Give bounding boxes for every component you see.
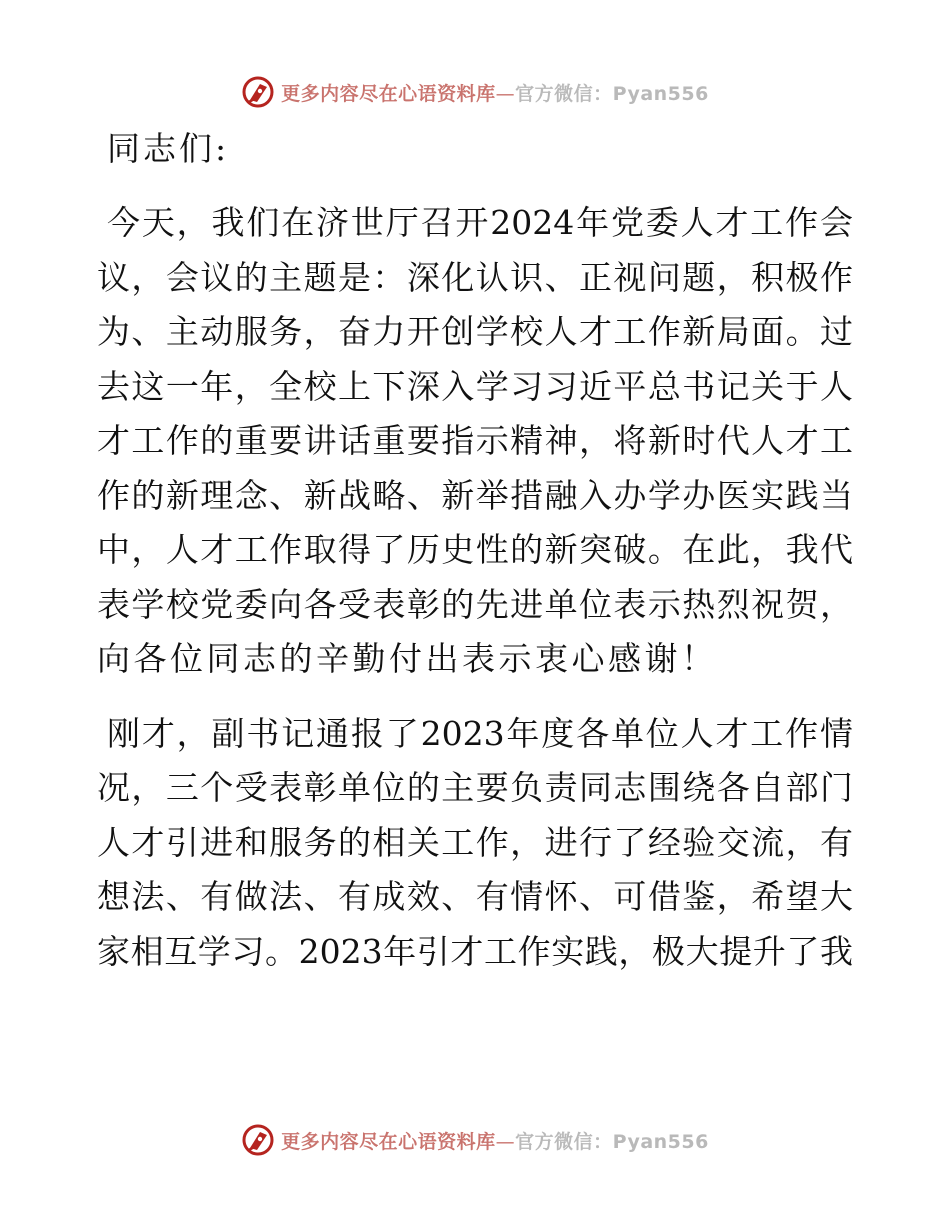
header-watermark [0,72,950,112]
watermark-wechat-text: 官方微信：Pyan556 [515,82,709,105]
text-line: 表学校党委向各受表彰的先进单位表示热烈祝贺， [97,584,853,624]
text-line: 想法、有做法、有成效、有情怀、可借鉴，希望大 [97,877,853,916]
text-line: 人才引进和服务的相关工作，进行了经验交流，有 [97,822,853,862]
text-line: 今天，我们在济世厅召开2024年党委人才工作会 [107,203,853,242]
watermark-separator: — [495,1130,516,1153]
pen-nib-logo-icon [241,75,275,109]
paragraph-2 [97,707,853,980]
footer-watermark [0,1120,950,1160]
text-line: 向各位同志的辛勤付出表示衷心感谢！ [97,639,718,678]
watermark-main-text: 更多内容尽在心语资料库 [281,1130,496,1153]
watermark-text [281,1127,709,1154]
text-line: 家相互学习。2023年引才工作实践，极大提升了我 [97,931,853,971]
text-line: 刚才，副书记通报了2023年度各单位人才工作情 [107,713,853,753]
text-line: 况，三个受表彰单位的主要负责同志围绕各自部门 [97,768,853,807]
paragraph-1 [97,196,853,687]
greeting: 同志们: [107,129,230,168]
pen-nib-logo-icon [241,1123,275,1157]
text-line: 议，会议的主题是：深化认识、正视问题，积极作 [97,257,853,297]
text-line: 才工作的重要讲话重要指示精神，将新时代人才工 [97,421,853,460]
watermark-main-text: 更多内容尽在心语资料库 [281,82,496,105]
text-line: 作的新理念、新战略、新举措融入办学办医实践当 [97,475,853,515]
text-line: 为、主动服务，奋力开创学校人才工作新局面。过 [97,312,853,351]
watermark-wechat-text: 官方微信：Pyan556 [515,1130,709,1153]
text-line: 去这一年，全校上下深入学习习近平总书记关于人 [97,366,853,406]
watermark-text [281,79,709,106]
document-body [97,122,853,979]
watermark-separator: — [495,82,516,105]
text-line: 中，人才工作取得了历史性的新突破。在此，我代 [97,530,853,569]
